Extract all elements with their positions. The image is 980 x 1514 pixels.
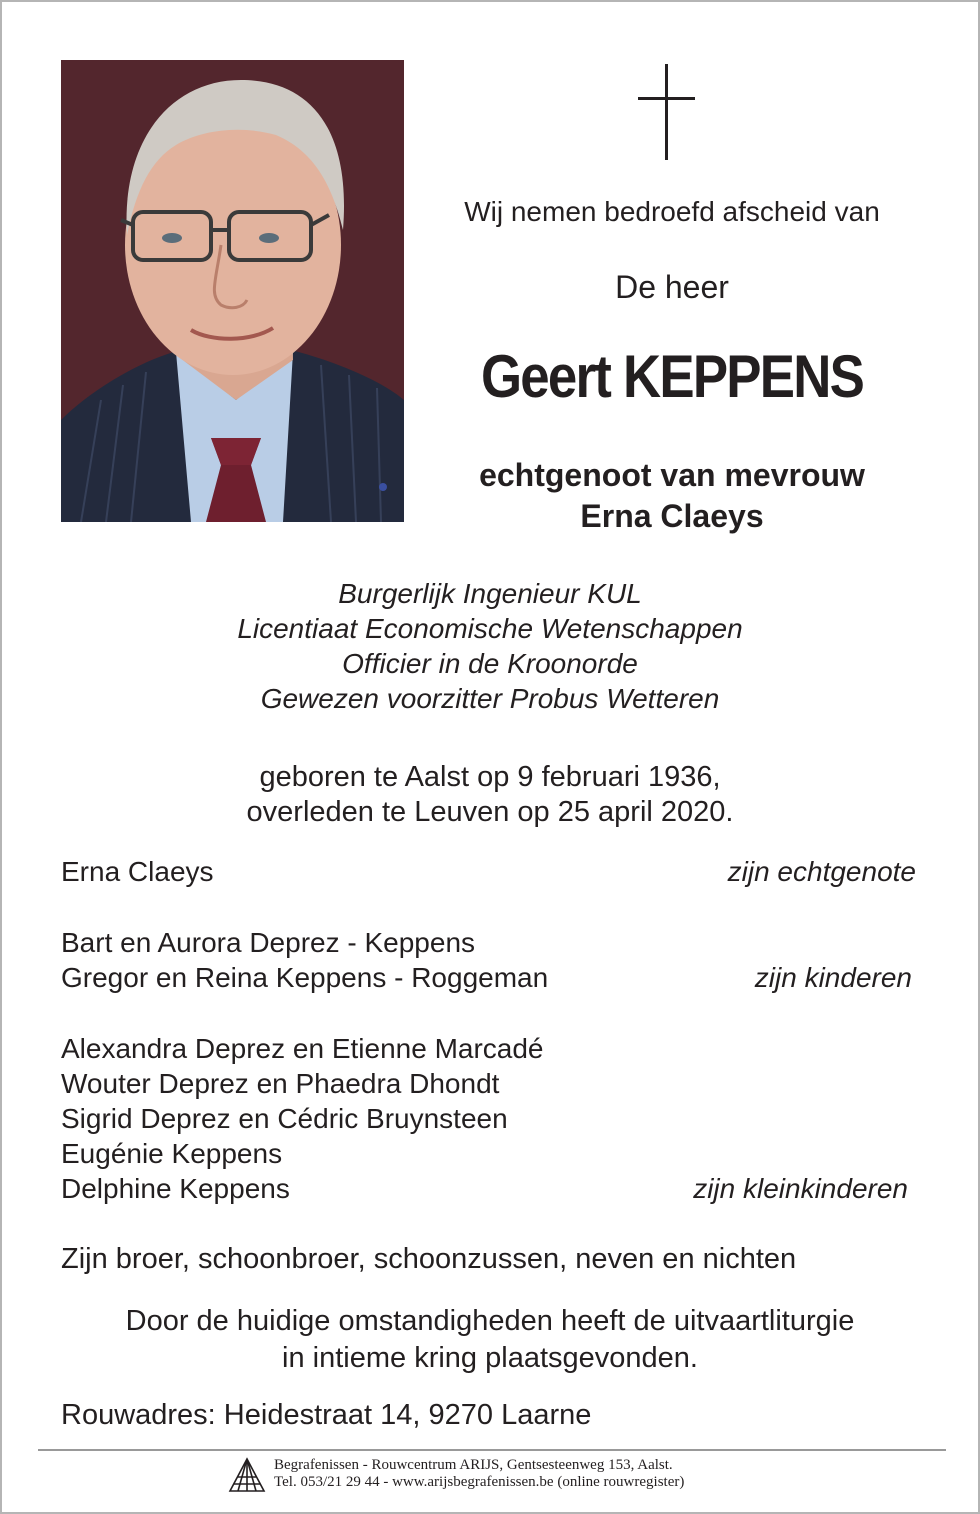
footer-text	[274, 1457, 684, 1491]
family-member: Wouter Deprez en Phaedra Dhondt	[61, 1068, 500, 1099]
honorific: Officier in de Kroonorde	[342, 648, 638, 679]
relation-label: zijn echtgenote	[727, 856, 916, 887]
portrait-photo	[61, 60, 404, 522]
family-member: Erna Claeys	[61, 856, 214, 887]
family-grandchildren	[61, 1031, 916, 1206]
footer-line: Tel. 053/21 29 44 - www.arijsbegrafenissen.be (online rouwregister)	[274, 1474, 685, 1490]
notice-line: in intieme kring plaatsgevonden.	[282, 1342, 698, 1374]
relation-label: zijn kinderen	[754, 962, 912, 993]
birth-date: geboren te Aalst op 9 februari 1936,	[259, 761, 721, 793]
honorifics-list	[2, 576, 978, 716]
family-spouse	[61, 854, 916, 889]
deceased-name: Geert KEPPENS	[480, 343, 864, 410]
family-member: Gregor en Reina Keppens - Roggeman	[61, 962, 549, 993]
footer-divider	[38, 1449, 946, 1451]
spouse-name: Erna Claeys	[580, 498, 764, 534]
mourning-address: Rouwadres: Heidestraat 14, 9270 Laarne	[61, 1399, 592, 1431]
funeral-notice	[2, 1303, 978, 1377]
family-member: Eugénie Keppens	[61, 1138, 283, 1169]
footer-line: Begrafenissen - Rouwcentrum ARIJS, Gentsesteenweg 153, Aalst.	[274, 1457, 673, 1473]
life-dates	[2, 760, 978, 830]
family-member: Sigrid Deprez en Cédric Bruynsteen	[61, 1103, 508, 1134]
salutation: De heer	[615, 269, 729, 305]
honorific: Burgerlijk Ingenieur KUL	[338, 578, 642, 609]
family-children	[61, 925, 916, 995]
spouse-intro: echtgenoot van mevrouw	[479, 457, 865, 493]
honorific: Licentiaat Economische Wetenschappen	[237, 613, 743, 644]
arijs-logo-icon	[227, 1457, 267, 1493]
honorific: Gewezen voorzitter Probus Wetteren	[260, 683, 720, 714]
intro-text: Wij nemen bedroefd afscheid van	[464, 196, 880, 227]
other-relatives: Zijn broer, schoonbroer, schoonzussen, neven en nichten	[61, 1243, 797, 1275]
family-member: Bart en Aurora Deprez - Keppens	[61, 927, 476, 958]
family-member: Delphine Keppens	[61, 1173, 290, 1204]
family-member: Alexandra Deprez en Etienne Marcadé	[61, 1033, 544, 1064]
cross-icon	[638, 64, 696, 162]
notice-line: Door de huidige omstandigheden heeft de uitvaartliturgie	[125, 1305, 855, 1337]
death-date: overleden te Leuven op 25 april 2020.	[246, 796, 734, 828]
relation-label: zijn kleinkinderen	[693, 1173, 908, 1204]
